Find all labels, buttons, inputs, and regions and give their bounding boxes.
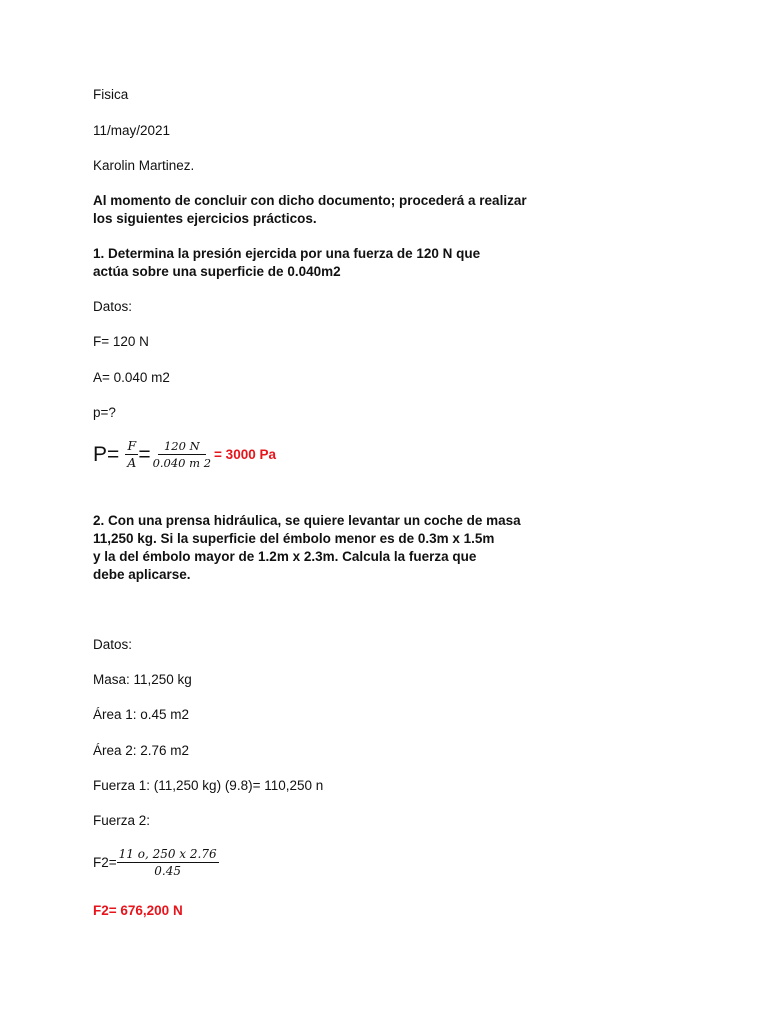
problem2-statement-line-2: 11,250 kg. Si la superficie del émbolo menor es de 0.3m x 1.5m — [93, 531, 495, 546]
subject-label: Fisica — [93, 87, 129, 102]
fraction-value — [151, 438, 213, 471]
formula-equals: = — [138, 442, 151, 466]
problem1-statement-line-2: actúa sobre una superficie de 0.040m2 — [93, 264, 341, 279]
problem2-force2-label: Fuerza 2: — [93, 813, 151, 828]
problem2-force1: Fuerza 1: (11,250 kg) (9.8)= 110,250 n — [93, 778, 324, 793]
fraction-f-over-a — [125, 438, 138, 471]
problem1-force: F= 120 N — [93, 334, 149, 349]
problem2-area1: Área 1: o.45 m2 — [93, 707, 190, 722]
problem2-mass: Masa: 11,250 kg — [93, 672, 192, 687]
problem1-formula — [93, 438, 276, 471]
problem2-statement-line-3: y la del émbolo mayor de 1.2m x 2.3m. Calcula la fuerza que — [93, 549, 477, 564]
problem1-statement-line-1: 1. Determina la presión ejercida por una fuerza de 120 N que — [93, 246, 481, 261]
date-label: 11/may/2021 — [93, 123, 171, 138]
problem2-formula — [93, 846, 219, 879]
fraction-numerator: 120 N — [158, 438, 206, 455]
fraction-f2 — [117, 846, 219, 879]
problem2-area2: Área 2: 2.76 m2 — [93, 743, 190, 758]
intro-line-1: Al momento de concluir con dicho documento; procederá a realizar — [93, 193, 527, 208]
problem1-area: A= 0.040 m2 — [93, 370, 170, 385]
author-label: Karolin Martinez. — [93, 158, 195, 173]
fraction-denominator: 0.040 m 2 — [152, 456, 212, 470]
problem1-datos-label: Datos: — [93, 299, 133, 314]
fraction-denominator: 0.45 — [154, 864, 181, 878]
formula-lhs: F2= — [93, 855, 117, 870]
problem2-datos-label: Datos: — [93, 637, 133, 652]
problem1-result: = 3000 Pa — [214, 447, 276, 462]
fraction-denominator: A — [127, 455, 137, 470]
problem1-unknown: p=? — [93, 405, 116, 420]
problem2-result: F2= 676,200 N — [93, 903, 183, 918]
formula-lhs: P= — [93, 442, 120, 466]
fraction-numerator: F — [127, 438, 137, 453]
intro-line-2: los siguientes ejercicios prácticos. — [93, 211, 317, 226]
fraction-numerator: 11 o, 250 x 2.76 — [118, 847, 217, 861]
problem2-statement-line-1: 2. Con una prensa hidráulica, se quiere levantar un coche de masa — [93, 513, 521, 528]
problem2-statement-line-4: debe aplicarse. — [93, 567, 191, 582]
